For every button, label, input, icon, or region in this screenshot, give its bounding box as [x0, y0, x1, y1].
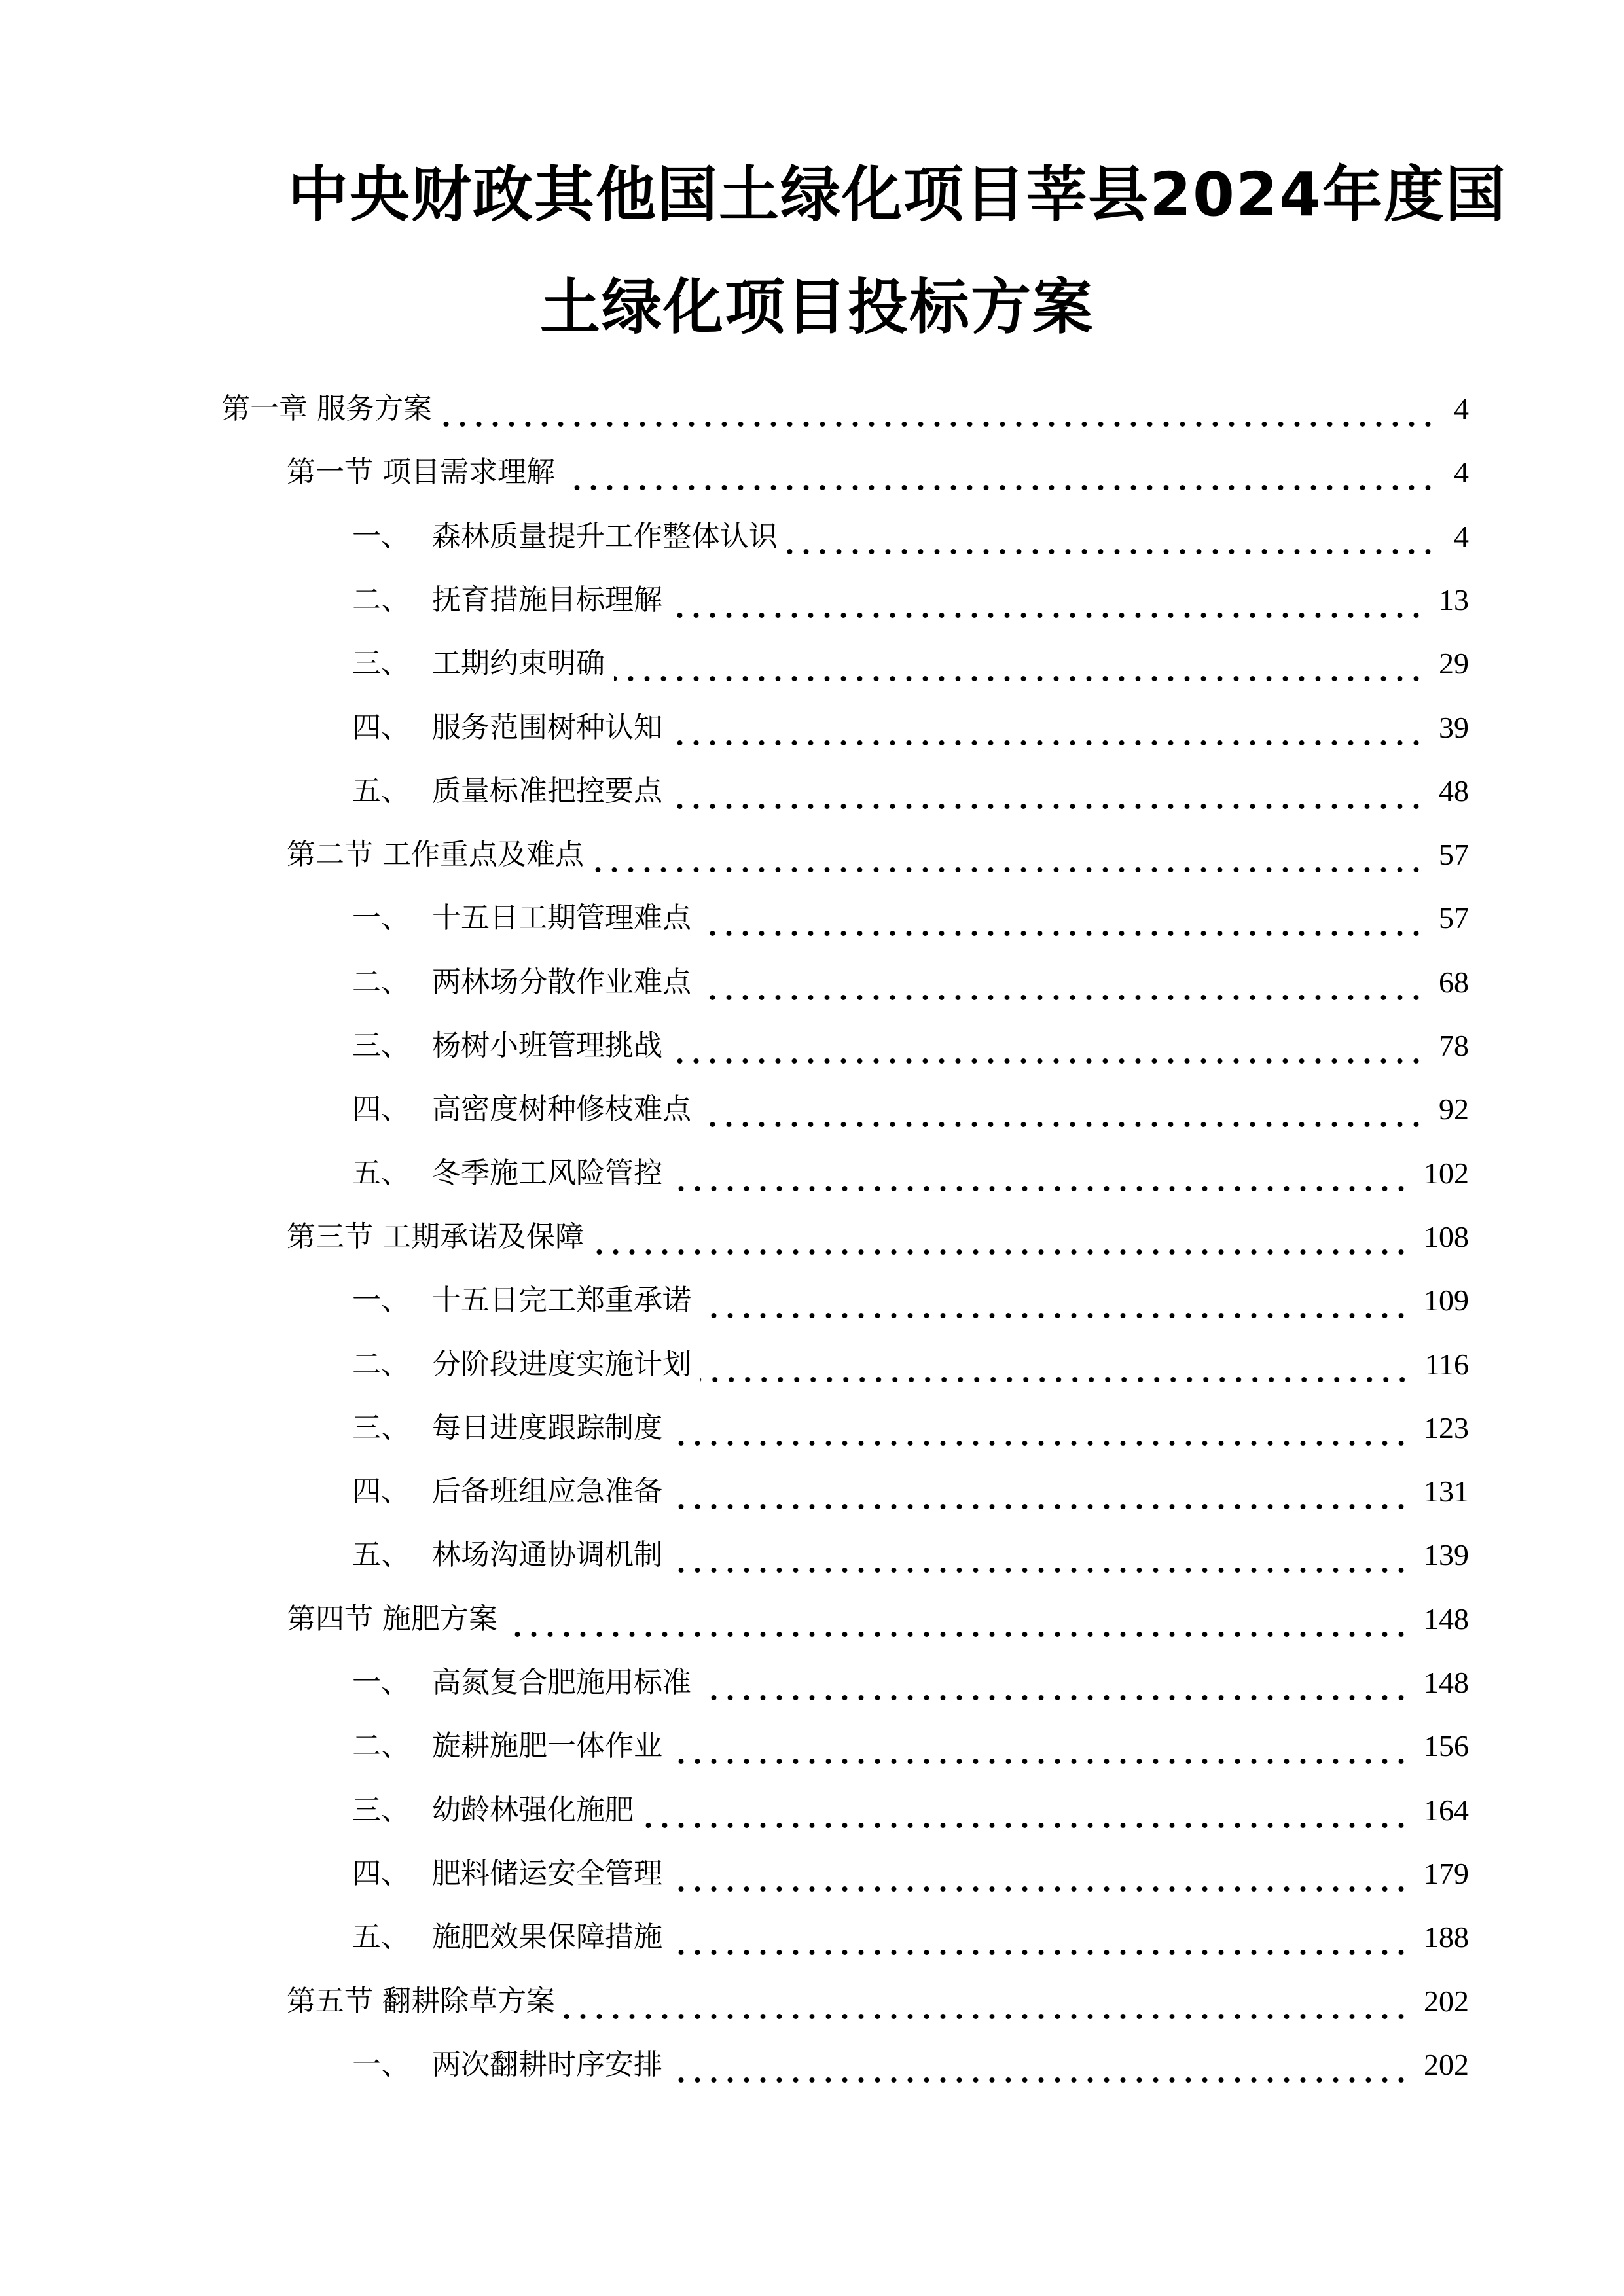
toc-entry-number: 五、 — [352, 774, 410, 808]
toc-entry-label: 施肥方案 — [382, 1602, 497, 1636]
toc-entry-number: 五、 — [352, 1538, 410, 1571]
toc-entry-number: 五、 — [352, 1157, 410, 1190]
toc-entry-label: 十五日工期管理难点 — [432, 901, 691, 935]
dot-leader — [643, 1784, 1409, 1837]
toc-entry-number: 一、 — [352, 520, 410, 553]
toc-entry-number: 三、 — [352, 1029, 410, 1062]
toc-entry-number: 第二节 — [287, 838, 373, 871]
document-title-line-2: 土绿化项目投标方案 — [540, 272, 1094, 342]
toc-entry-page-number: 13 — [1439, 583, 1469, 617]
toc-entry[interactable] — [352, 702, 1469, 754]
toc-entry-page-number: 4 — [1454, 456, 1469, 489]
toc-entry-page-number: 39 — [1439, 711, 1469, 744]
toc-entry-label: 幼龄林强化施肥 — [432, 1793, 634, 1827]
toc-entry[interactable] — [352, 1147, 1469, 1200]
toc-entry[interactable] — [352, 1083, 1469, 1136]
toc-entry[interactable] — [287, 446, 1469, 499]
toc-entry-number: 三、 — [352, 647, 410, 680]
dot-leader — [700, 1657, 1409, 1709]
dot-leader — [441, 383, 1436, 435]
toc-entry-page-number: 123 — [1424, 1411, 1469, 1444]
toc-entry[interactable] — [352, 1657, 1469, 1709]
toc-entry-number: 二、 — [352, 965, 410, 999]
toc-entry-number: 一、 — [352, 2048, 410, 2081]
toc-entry-page-number: 109 — [1424, 1283, 1469, 1317]
toc-entry-page-number: 188 — [1424, 1920, 1469, 1954]
toc-entry-page-number: 4 — [1454, 520, 1469, 553]
toc-entry[interactable] — [221, 383, 1469, 435]
toc-entry-number: 第一章 — [221, 392, 308, 425]
toc-entry-number: 第四节 — [287, 1602, 373, 1636]
dot-leader — [672, 1848, 1409, 1900]
dot-leader — [700, 1338, 1411, 1391]
toc-entry-page-number: 116 — [1424, 1348, 1469, 1381]
toc-entry[interactable] — [352, 765, 1469, 817]
dot-leader — [672, 574, 1424, 626]
toc-entry-label: 质量标准把控要点 — [432, 774, 662, 808]
toc-entry[interactable] — [352, 574, 1469, 626]
dot-leader — [672, 1465, 1409, 1518]
toc-entry-page-number: 68 — [1439, 965, 1469, 999]
toc-entry-page-number: 102 — [1424, 1157, 1469, 1190]
toc-entry-number: 五、 — [352, 1920, 410, 1954]
toc-entry[interactable] — [352, 1529, 1469, 1581]
toc-entry-number: 四、 — [352, 711, 410, 744]
toc-entry[interactable] — [352, 2039, 1469, 2091]
toc-entry-number: 二、 — [352, 583, 410, 617]
toc-entry-page-number: 29 — [1439, 647, 1469, 680]
toc-entry-label: 杨树小班管理挑战 — [432, 1029, 662, 1062]
toc-entry-label: 冬季施工风险管控 — [432, 1157, 662, 1190]
toc-entry-label: 肥料储运安全管理 — [432, 1857, 662, 1890]
toc-entry[interactable] — [352, 1338, 1469, 1391]
dot-leader — [787, 511, 1436, 563]
toc-entry-label: 十五日完工郑重承诺 — [432, 1283, 691, 1317]
dot-leader — [593, 1211, 1409, 1263]
toc-entry-label: 服务范围树种认知 — [432, 711, 662, 744]
document-title-line-1: 中央财政其他国土绿化项目莘县2024年度国 — [288, 160, 1507, 230]
dot-leader — [672, 765, 1424, 817]
toc-entry-page-number: 57 — [1439, 901, 1469, 935]
dot-leader — [672, 2039, 1409, 2091]
toc-entry-label: 高密度树种修枝难点 — [432, 1092, 691, 1126]
toc-entry[interactable] — [352, 1911, 1469, 1964]
toc-entry-page-number: 164 — [1424, 1793, 1469, 1827]
toc-entry-number: 二、 — [352, 1729, 410, 1763]
toc-entry-label: 抚育措施目标理解 — [432, 583, 662, 617]
toc-entry[interactable] — [352, 1020, 1469, 1072]
toc-entry-label: 工期承诺及保障 — [382, 1220, 584, 1253]
dot-leader — [672, 1020, 1424, 1072]
dot-leader — [672, 702, 1424, 754]
toc-entry-number: 第三节 — [287, 1220, 373, 1253]
toc-entry-number: 第五节 — [287, 1984, 373, 2018]
dot-leader — [700, 892, 1424, 944]
toc-entry-number: 四、 — [352, 1857, 410, 1890]
toc-entry-label: 项目需求理解 — [382, 456, 555, 489]
toc-entry-label: 施肥效果保障措施 — [432, 1920, 662, 1954]
dot-leader — [700, 1274, 1409, 1327]
dot-leader — [564, 446, 1436, 499]
toc-entry-label: 高氮复合肥施用标准 — [432, 1666, 691, 1699]
toc-entry-page-number: 156 — [1424, 1729, 1469, 1763]
toc-entry-page-number: 57 — [1439, 838, 1469, 871]
toc-entry-label: 服务方案 — [317, 392, 432, 425]
toc-entry-page-number: 202 — [1424, 2048, 1469, 2081]
toc-entry-page-number: 179 — [1424, 1857, 1469, 1890]
toc-entry-number: 四、 — [352, 1092, 410, 1126]
toc-entry-number: 第一节 — [287, 456, 373, 489]
toc-entry-label: 后备班组应急准备 — [432, 1475, 662, 1508]
toc-entry-number: 三、 — [352, 1793, 410, 1827]
toc-entry-page-number: 131 — [1424, 1475, 1469, 1508]
dot-leader — [672, 1402, 1409, 1454]
toc-entry-page-number: 78 — [1439, 1029, 1469, 1062]
dot-leader — [564, 1975, 1409, 2028]
toc-entry-page-number: 148 — [1424, 1666, 1469, 1699]
toc-entry-number: 一、 — [352, 1283, 410, 1317]
toc-entry[interactable] — [287, 829, 1469, 881]
dot-leader — [672, 1911, 1409, 1964]
toc-entry-number: 一、 — [352, 901, 410, 935]
toc-entry[interactable] — [352, 956, 1469, 1009]
toc-entry-page-number: 139 — [1424, 1538, 1469, 1571]
toc-entry[interactable] — [352, 892, 1469, 944]
toc-entry[interactable] — [352, 1784, 1469, 1837]
toc-entry-page-number: 148 — [1424, 1602, 1469, 1636]
toc-entry[interactable] — [352, 1720, 1469, 1772]
toc-entry-label: 每日进度跟踪制度 — [432, 1411, 662, 1444]
dot-leader — [593, 829, 1424, 881]
toc-entry[interactable] — [287, 1593, 1469, 1645]
toc-entry[interactable] — [352, 1274, 1469, 1327]
dot-leader — [700, 956, 1424, 1009]
toc-entry-label: 工期约束明确 — [432, 647, 605, 680]
dot-leader — [614, 637, 1424, 690]
toc-entry-page-number: 92 — [1439, 1092, 1469, 1126]
toc-entry[interactable] — [352, 1848, 1469, 1900]
toc-entry[interactable] — [287, 1975, 1469, 2028]
toc-entry-page-number: 48 — [1439, 774, 1469, 808]
toc-entry-label: 两次翻耕时序安排 — [432, 2048, 662, 2081]
toc-entry-label: 森林质量提升工作整体认识 — [432, 520, 778, 553]
toc-entry-number: 二、 — [352, 1348, 410, 1381]
toc-entry-label: 两林场分散作业难点 — [432, 965, 691, 999]
toc-entry-page-number: 202 — [1424, 1984, 1469, 2018]
toc-entry[interactable] — [352, 1465, 1469, 1518]
toc-entry-label: 旋耕施肥一体作业 — [432, 1729, 662, 1763]
toc-entry[interactable] — [352, 511, 1469, 563]
toc-entry-number: 一、 — [352, 1666, 410, 1699]
dot-leader — [672, 1147, 1409, 1200]
dot-leader — [672, 1529, 1409, 1581]
toc-entry-label: 林场沟通协调机制 — [432, 1538, 662, 1571]
toc-entry[interactable] — [352, 637, 1469, 690]
dot-leader — [700, 1083, 1424, 1136]
dot-leader — [507, 1593, 1409, 1645]
toc-entry-label: 翻耕除草方案 — [382, 1984, 555, 2018]
dot-leader — [672, 1720, 1409, 1772]
toc-entry-number: 四、 — [352, 1475, 410, 1508]
toc-entry-page-number: 4 — [1454, 392, 1469, 425]
toc-entry-label: 分阶段进度实施计划 — [432, 1348, 691, 1381]
toc-entry-page-number: 108 — [1424, 1220, 1469, 1253]
toc-entry[interactable] — [287, 1211, 1469, 1263]
toc-entry[interactable] — [352, 1402, 1469, 1454]
toc-entry-number: 三、 — [352, 1411, 410, 1444]
toc-entry-label: 工作重点及难点 — [382, 838, 584, 871]
